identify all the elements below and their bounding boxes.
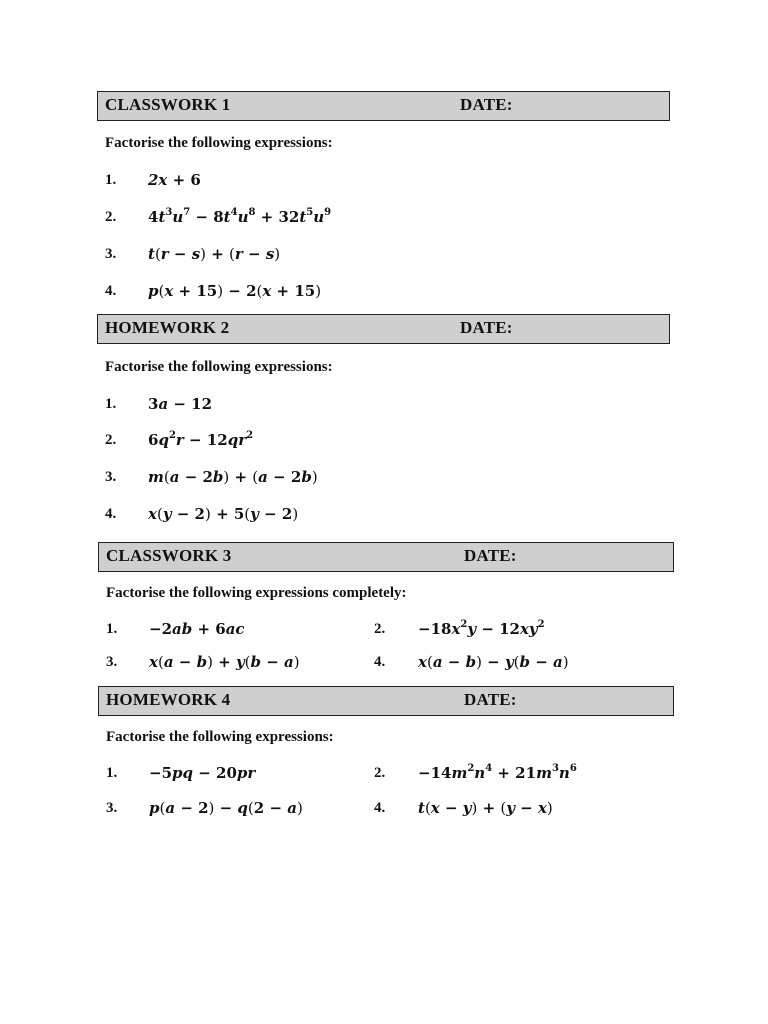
date-label: DATE:	[460, 95, 513, 114]
expression: x(a − b) − y(b − a)	[418, 653, 569, 671]
expression: 3a − 12	[148, 395, 213, 413]
expression: p(a − 2) − q(2 − a)	[149, 799, 303, 817]
section-title: CLASSWORK 3	[106, 546, 232, 565]
item-number: 2.	[105, 432, 117, 448]
instruction-text: Factorise the following expressions:	[106, 729, 334, 745]
instruction-text: Factorise the following expressions:	[105, 359, 333, 375]
item-number: 1.	[106, 621, 118, 637]
item-number: 1.	[106, 765, 118, 781]
item-number: 2.	[374, 621, 386, 637]
item-number: 1.	[105, 396, 117, 412]
expression: 2x + 6	[148, 171, 201, 189]
item-number: 4.	[374, 654, 386, 670]
item-number: 3.	[105, 246, 117, 262]
item-number: 4.	[105, 506, 117, 522]
expression: t(x − y) + (y − x)	[418, 799, 553, 817]
item-number: 2.	[105, 209, 117, 225]
expression: m(a − 2b) + (a − 2b)	[148, 468, 318, 486]
date-label: DATE:	[460, 318, 513, 337]
expression: t(r − s) + (r − s)	[148, 245, 281, 263]
expression: $-14m^2n^4 + 21m^3n^6$	[418, 763, 577, 782]
item-number: 4.	[374, 800, 386, 816]
section-header-homework-2	[97, 314, 670, 344]
section-title: HOMEWORK 2	[105, 318, 230, 337]
item-number: 1.	[105, 172, 117, 188]
section-header-classwork-3	[98, 542, 674, 572]
date-label: DATE:	[464, 546, 517, 565]
instruction-text: Factorise the following expressions:	[105, 135, 333, 151]
item-number: 4.	[105, 283, 117, 299]
section-header-classwork-1	[97, 91, 670, 121]
section-title: HOMEWORK 4	[106, 690, 231, 709]
expression: $-18x^2y - 12xy^2$	[418, 619, 545, 638]
item-number: 3.	[105, 469, 117, 485]
instruction-text: Factorise the following expressions completely:	[106, 585, 407, 601]
expression: $6q^2r - 12qr^2$	[148, 430, 254, 449]
item-number: 2.	[374, 765, 386, 781]
expression: $4t^3u^7 - 8t^4u^8 + 32t^5u^9$	[148, 207, 332, 226]
expression: x(a − b) + y(b − a)	[149, 653, 300, 671]
item-number: 3.	[106, 800, 118, 816]
section-header-homework-4	[98, 686, 674, 716]
section-title: CLASSWORK 1	[105, 95, 231, 114]
expression: −2ab + 6ac	[149, 620, 245, 638]
expression: x(y − 2) + 5(y − 2)	[148, 505, 299, 523]
expression: p(x + 15) − 2(x + 15)	[148, 282, 322, 300]
item-number: 3.	[106, 654, 118, 670]
date-label: DATE:	[464, 690, 517, 709]
expression: −5pq − 20pr	[149, 764, 256, 782]
